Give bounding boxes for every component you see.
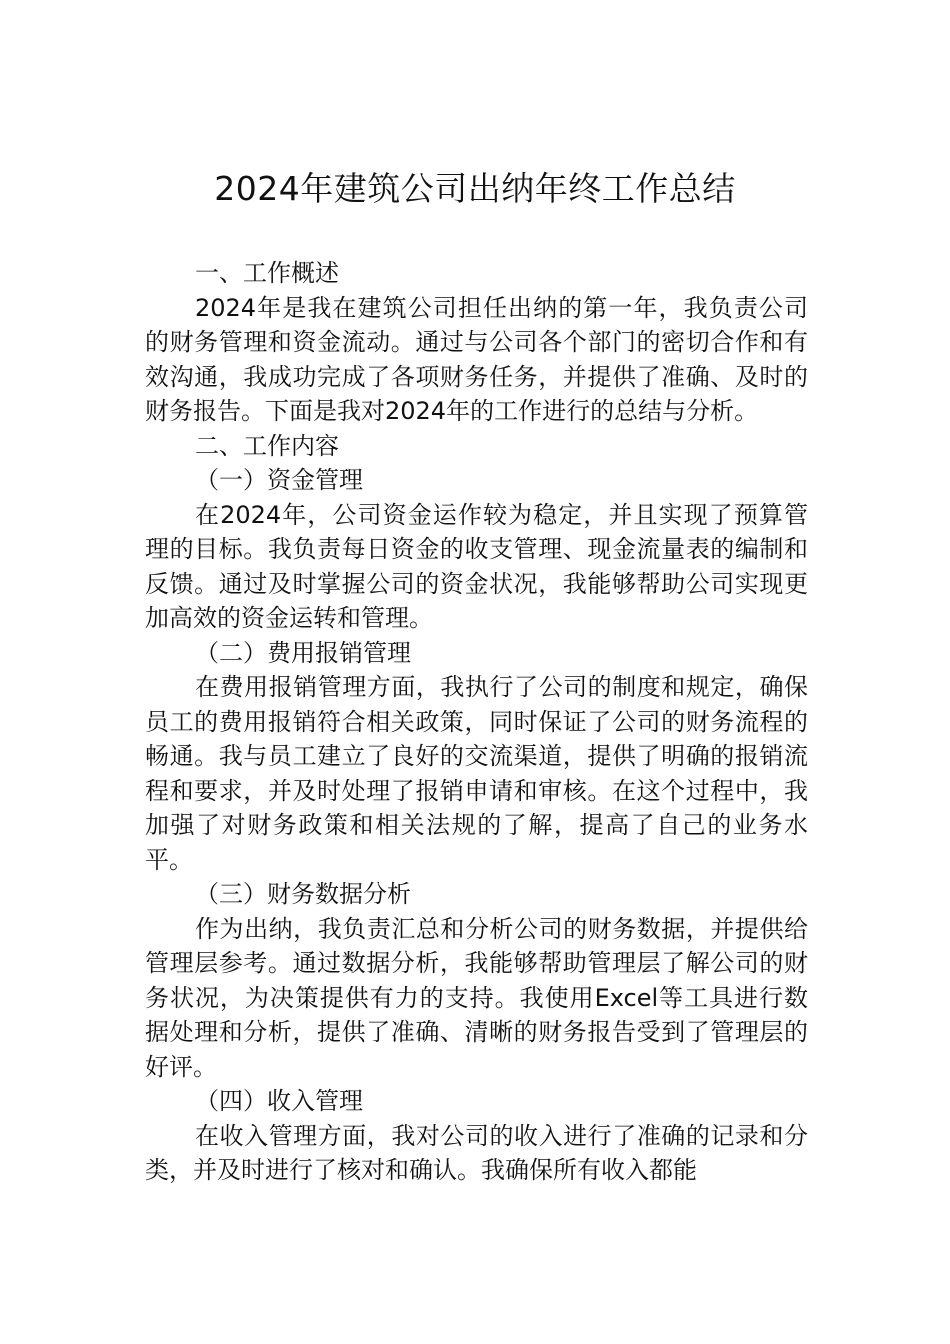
paragraph-reimbursement: 在费用报销管理方面，我执行了公司的制度和规定，确保员工的费用报销符合相关政策，同时保证了公司的财务流程的畅通。我与员工建立了良好的交流渠道，提供了明确的报销流程和要求，并及时处理了报销申请和审核。在这个过程中，我加强了对财务政策和相关法规的了解，提高了自己的业务水平。 xyxy=(145,673,808,874)
paragraph-overview: 2024年是我在建筑公司担任出纳的第一年，我负责公司的财务管理和资金流动。通过与公司各个部门的密切合作和有效沟通，我成功完成了各项财务任务，并提供了准确、及时的财务报告。下面是我对2024年的工作进行的总结与分析。 xyxy=(145,293,808,425)
subsection-heading-funds: （一）资金管理 xyxy=(195,466,363,494)
subsection-heading-income: （四）收入管理 xyxy=(195,1087,363,1115)
paragraph-data-analysis: 作为出纳，我负责汇总和分析公司的财务数据，并提供给管理层参考。通过数据分析，我能够帮助管理层了解公司的财务状况，为决策提供有力的支持。我使用Excel等工具进行数据处理和分析，提供了准确、清晰的财务报告受到了管理层的好评。 xyxy=(145,914,808,1081)
paragraph-funds: 在2024年，公司资金运作较为稳定，并且实现了预算管理的目标。我负责每日资金的收支管理、现金流量表的编制和反馈。通过及时掌握公司的资金状况，我能够帮助公司实现更加高效的资金运转和管理。 xyxy=(145,500,808,632)
document-title: 2024年建筑公司出纳年终工作总结 xyxy=(214,169,736,208)
subsection-heading-reimbursement: （二）费用报销管理 xyxy=(195,638,411,667)
section-heading-content: 二、工作内容 xyxy=(195,431,339,460)
document-body xyxy=(145,256,808,1188)
section-heading-overview: 一、工作概述 xyxy=(195,259,339,287)
subsection-heading-data-analysis: （三）财务数据分析 xyxy=(195,880,411,908)
paragraph-income: 在收入管理方面，我对公司的收入进行了准确的记录和分类，并及时进行了核对和确认。我确保所有收入都能 xyxy=(145,1121,808,1184)
